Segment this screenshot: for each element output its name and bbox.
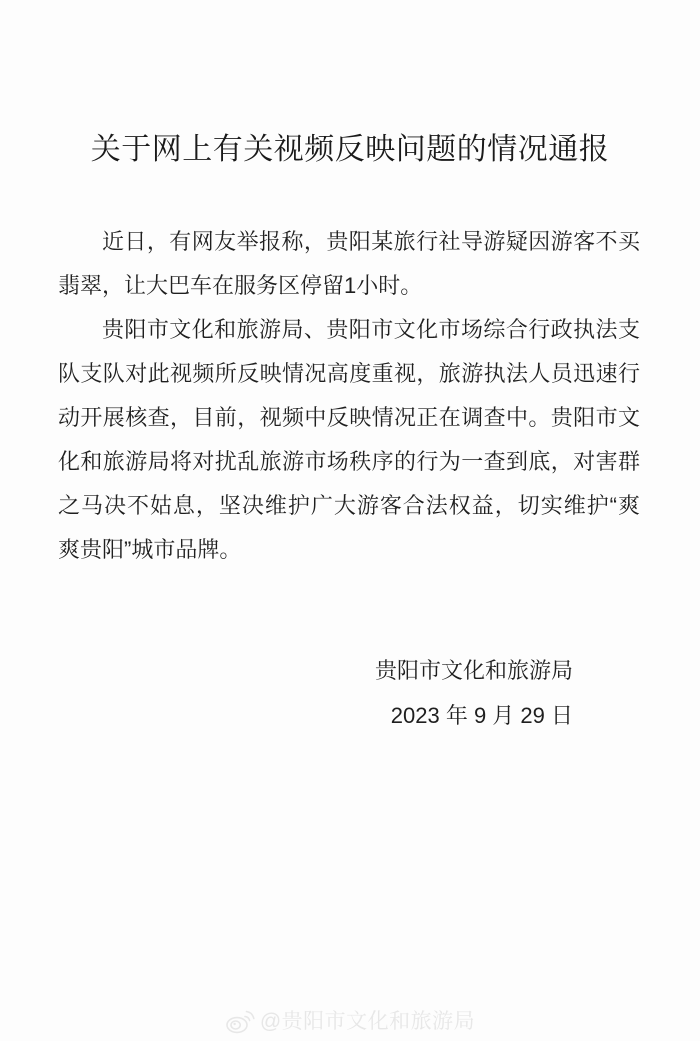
watermark bbox=[0, 1004, 700, 1036]
weibo-icon bbox=[225, 1007, 255, 1034]
notice-body bbox=[58, 220, 640, 572]
notice-title: 关于网上有关视频反映问题的情况通报 bbox=[90, 133, 610, 166]
notice-line: 贵阳市文化和旅游局、贵阳市文化市场综合行政执法支 bbox=[102, 317, 640, 342]
date: 2023 年 9 月 29 日 bbox=[390, 703, 573, 728]
signature: 贵阳市文化和旅游局 bbox=[374, 658, 573, 683]
notice-line: 动开展核查，目前，视频中反映情况正在调查中。贵阳市文 bbox=[58, 405, 640, 430]
notice-line: 队支队对此视频所反映情况高度重视，旅游执法人员迅速行 bbox=[58, 361, 640, 386]
notice-line: 爽贵阳”城市品牌。 bbox=[58, 537, 242, 562]
notice-line: 翡翠，让大巴车在服务区停留1小时。 bbox=[58, 273, 423, 298]
notice-line: 近日，有网友举报称，贵阳某旅行社导游疑因游客不买 bbox=[102, 229, 640, 254]
signature-block bbox=[375, 648, 573, 738]
notice-line: 之马决不姑息，坚决维护广大游客合法权益，切实维护“爽 bbox=[58, 493, 640, 518]
notice-line: 化和旅游局将对扰乱旅游市场秩序的行为一查到底，对害群 bbox=[58, 449, 640, 474]
watermark-text: @贵阳市文化和旅游局 bbox=[259, 1010, 476, 1033]
